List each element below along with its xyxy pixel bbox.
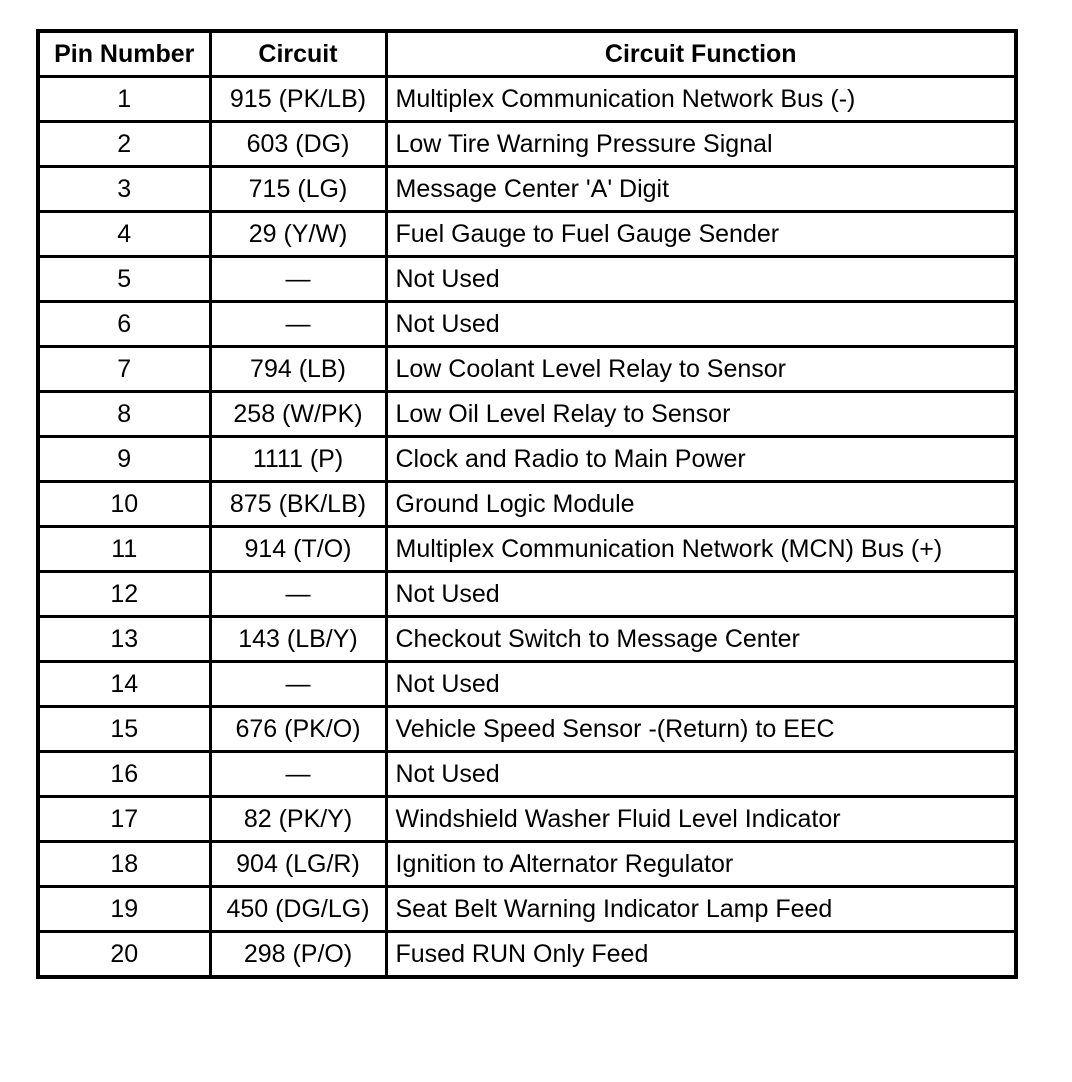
table-row (38, 797, 1016, 842)
circuit-cell: 914 (T/O) (210, 527, 386, 572)
pin-number-cell: 4 (38, 212, 210, 257)
pin-number-cell: 11 (38, 527, 210, 572)
circuit-cell: — (210, 257, 386, 302)
table-row (38, 887, 1016, 932)
header-circuit-function: Circuit Function (386, 31, 1016, 77)
pin-number-cell: 12 (38, 572, 210, 617)
table-row (38, 527, 1016, 572)
table-body (38, 77, 1016, 978)
circuit-function-cell: Checkout Switch to Message Center (386, 617, 1016, 662)
table-row (38, 347, 1016, 392)
circuit-cell: — (210, 752, 386, 797)
pin-number-cell: 8 (38, 392, 210, 437)
table-row (38, 392, 1016, 437)
circuit-function-cell: Not Used (386, 257, 1016, 302)
circuit-function-cell: Multiplex Communication Network Bus (-) (386, 77, 1016, 122)
circuit-cell: 603 (DG) (210, 122, 386, 167)
table-row (38, 257, 1016, 302)
circuit-cell: — (210, 662, 386, 707)
circuit-function-cell: Seat Belt Warning Indicator Lamp Feed (386, 887, 1016, 932)
circuit-cell: 1111 (P) (210, 437, 386, 482)
circuit-function-cell: Fuel Gauge to Fuel Gauge Sender (386, 212, 1016, 257)
pin-number-cell: 16 (38, 752, 210, 797)
pin-number-cell: 1 (38, 77, 210, 122)
pin-number-cell: 9 (38, 437, 210, 482)
circuit-function-cell: Not Used (386, 302, 1016, 347)
table-row (38, 617, 1016, 662)
table-row (38, 752, 1016, 797)
circuit-function-cell: Windshield Washer Fluid Level Indicator (386, 797, 1016, 842)
header-circuit: Circuit (210, 31, 386, 77)
circuit-cell: 29 (Y/W) (210, 212, 386, 257)
circuit-function-cell: Ground Logic Module (386, 482, 1016, 527)
circuit-cell: — (210, 302, 386, 347)
table-row (38, 842, 1016, 887)
circuit-cell: 794 (LB) (210, 347, 386, 392)
table-row (38, 437, 1016, 482)
pin-number-cell: 15 (38, 707, 210, 752)
table-header-row (38, 31, 1016, 77)
pin-function-table (36, 29, 1018, 979)
circuit-cell: 143 (LB/Y) (210, 617, 386, 662)
table-row (38, 77, 1016, 122)
circuit-function-cell: Low Coolant Level Relay to Sensor (386, 347, 1016, 392)
circuit-cell: — (210, 572, 386, 617)
circuit-cell: 450 (DG/LG) (210, 887, 386, 932)
pin-number-cell: 5 (38, 257, 210, 302)
table-row (38, 167, 1016, 212)
table-row (38, 212, 1016, 257)
header-pin-number: Pin Number (38, 31, 210, 77)
circuit-cell: 82 (PK/Y) (210, 797, 386, 842)
pin-number-cell: 18 (38, 842, 210, 887)
table-row (38, 707, 1016, 752)
pin-number-cell: 6 (38, 302, 210, 347)
circuit-cell: 904 (LG/R) (210, 842, 386, 887)
pin-number-cell: 7 (38, 347, 210, 392)
pin-number-cell: 10 (38, 482, 210, 527)
pin-number-cell: 14 (38, 662, 210, 707)
circuit-function-cell: Low Tire Warning Pressure Signal (386, 122, 1016, 167)
table-row (38, 662, 1016, 707)
circuit-function-cell: Multiplex Communication Network (MCN) Bus (+) (386, 527, 1016, 572)
table-row (38, 122, 1016, 167)
circuit-function-cell: Vehicle Speed Sensor -(Return) to EEC (386, 707, 1016, 752)
pin-number-cell: 2 (38, 122, 210, 167)
pin-number-cell: 13 (38, 617, 210, 662)
pin-number-cell: 3 (38, 167, 210, 212)
table-row (38, 482, 1016, 527)
pin-number-cell: 20 (38, 932, 210, 978)
table-row (38, 932, 1016, 978)
table-row (38, 302, 1016, 347)
circuit-function-cell: Ignition to Alternator Regulator (386, 842, 1016, 887)
circuit-function-cell: Message Center 'A' Digit (386, 167, 1016, 212)
circuit-function-cell: Low Oil Level Relay to Sensor (386, 392, 1016, 437)
circuit-cell: 298 (P/O) (210, 932, 386, 978)
circuit-function-cell: Not Used (386, 572, 1016, 617)
circuit-function-cell: Not Used (386, 752, 1016, 797)
circuit-function-cell: Fused RUN Only Feed (386, 932, 1016, 978)
circuit-cell: 676 (PK/O) (210, 707, 386, 752)
table-row (38, 572, 1016, 617)
circuit-function-cell: Not Used (386, 662, 1016, 707)
circuit-function-cell: Clock and Radio to Main Power (386, 437, 1016, 482)
circuit-cell: 258 (W/PK) (210, 392, 386, 437)
pin-number-cell: 17 (38, 797, 210, 842)
pin-number-cell: 19 (38, 887, 210, 932)
circuit-cell: 915 (PK/LB) (210, 77, 386, 122)
circuit-cell: 875 (BK/LB) (210, 482, 386, 527)
circuit-cell: 715 (LG) (210, 167, 386, 212)
